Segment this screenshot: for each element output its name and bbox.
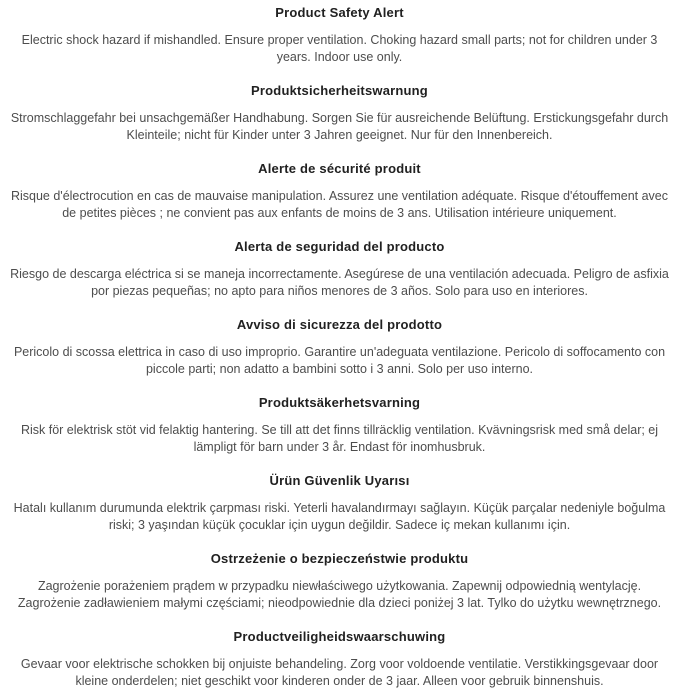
safety-section-en <box>4 5 675 66</box>
section-heading: Alerta de seguridad del producto <box>234 239 445 254</box>
safety-section-es <box>4 239 675 300</box>
section-heading: Produktsäkerhetsvarning <box>258 395 421 410</box>
safety-section-it <box>4 317 675 378</box>
section-text: Zagrożenie porażeniem prądem w przypadku niewłaściwego użytkowania. Zapewnij odpowiednią wentylację. Zagrożenie zadławieniem małymi częściami; nieodpowiednie dla dzieci poniżej 3 lat. Tylko do użytku wewnętrznego. <box>17 579 662 610</box>
safety-section-fr <box>4 161 675 222</box>
section-heading: Produktsicherheitswarnung <box>251 83 428 98</box>
safety-section-nl <box>4 629 675 688</box>
section-text: Hatalı kullanım durumunda elektrik çarpması riski. Yeterli havalandırmayı sağlayın. Küçük parçalar nedeniyle boğulma riski; 3 yaşından küçük çocuklar için uygun değildir. Sadece iç mekan kullanımı için. <box>13 501 666 532</box>
section-text: Stromschlaggefahr bei unsachgemäßer Handhabung. Sorgen Sie für ausreichende Belüftung. Erstickungsgefahr durch Kleinteile; nicht für Kinder unter 3 Jahren geeignet. Nur für den Innenbereich. <box>10 111 669 142</box>
section-heading: Product Safety Alert <box>275 5 404 20</box>
safety-section-de <box>4 83 675 144</box>
section-heading: Ostrzeżenie o bezpieczeństwie produktu <box>210 551 469 566</box>
section-text: Pericolo di scossa elettrica in caso di uso improprio. Garantire un'adeguata ventilazione. Pericolo di soffocamento con piccole parti; non adatto a bambini sotto i 3 anni. Solo per uso interno. <box>13 345 666 376</box>
safety-section-pl <box>4 551 675 612</box>
section-heading: Ürün Güvenlik Uyarısı <box>269 473 410 488</box>
section-heading: Alerte de sécurité produit <box>258 161 421 176</box>
section-text: Gevaar voor elektrische schokken bij onjuiste behandeling. Zorg voor voldoende ventilatie. Verstikkingsgevaar door kleine onderdelen; niet geschikt voor kinderen onder de 3 jaar. Alleen voor gebruik binnenshuis. <box>20 657 659 688</box>
section-text: Electric shock hazard if mishandled. Ensure proper ventilation. Choking hazard small parts; not for children under 3 years. Indoor use only. <box>21 33 658 64</box>
safety-section-tr <box>4 473 675 534</box>
safety-section-sv <box>4 395 675 456</box>
section-heading: Productveiligheidswaarschuwing <box>233 629 446 644</box>
section-text: Riesgo de descarga eléctrica si se maneja incorrectamente. Asegúrese de una ventilación adecuada. Peligro de asfixia por piezas pequeñas; no apto para niños menores de 3 años. Solo para uso en interiores. <box>10 267 669 298</box>
section-text: Risk för elektrisk stöt vid felaktig hantering. Se till att det finns tillräcklig ventilation. Kvävningsrisk med små delar; ej lämpligt för barn under 3 år. Endast för inomhusbruk. <box>20 423 659 454</box>
section-heading: Avviso di sicurezza del prodotto <box>236 317 443 332</box>
section-text: Risque d'électrocution en cas de mauvaise manipulation. Assurez une ventilation adéquate. Risque d'étouffement avec de petites pièces ; ne convient pas aux enfants de moins de 3 ans. Utilisation intérieure uniquement. <box>10 189 669 220</box>
